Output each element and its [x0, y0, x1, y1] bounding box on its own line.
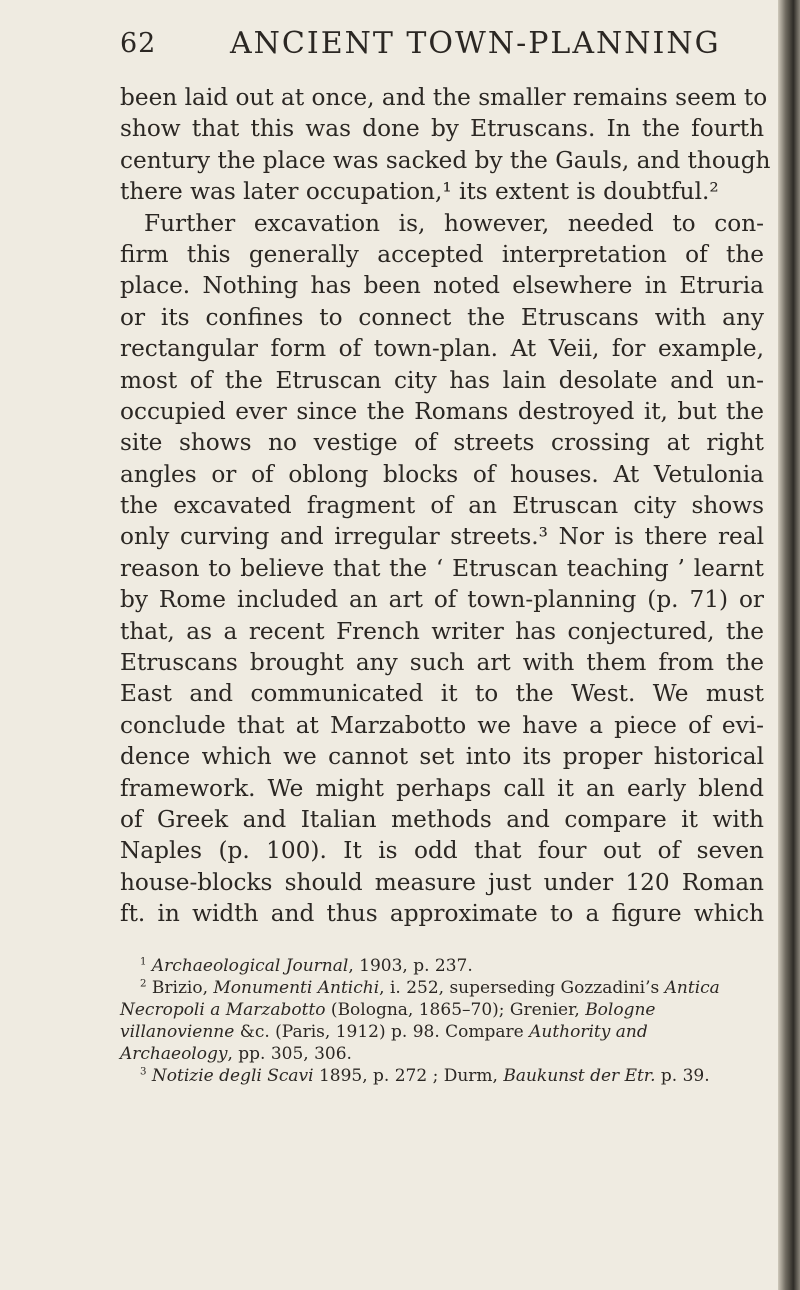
body-line: there was later occupation,¹ its extent is doubtful.²	[120, 178, 719, 206]
footnote-2-part: Necropoli a Marzabotto	[120, 1000, 326, 1020]
body-line: most of the Etruscan city has lain desolate and un-	[120, 366, 764, 394]
footnote-3-part: p. 39.	[655, 1066, 710, 1086]
footnote-2-part: , pp. 305, 306.	[227, 1044, 352, 1064]
footnote-3-part: Notizie degli Scavi	[151, 1066, 314, 1086]
body-line: by Rome included an art of town-planning (p. 71) or	[120, 586, 764, 614]
footnote-1-rest: , 1903, p. 237.	[348, 956, 473, 976]
footnote-3	[140, 1065, 764, 1087]
body-line: occupied ever since the Romans destroyed it, but the	[120, 397, 764, 425]
body-line: century the place was sacked by the Gauls, and though	[120, 146, 771, 174]
footnote-3-part: 1895, p. 272 ; Durm,	[313, 1066, 504, 1086]
body-text	[120, 82, 771, 930]
footnote-2-part: villanovienne	[120, 1022, 235, 1042]
body-line: only curving and irregular streets.³ Nor is there real	[120, 523, 764, 551]
footnote-marker: 1	[140, 956, 147, 968]
body-line: Naples (p. 100). It is odd that four out of seven	[120, 837, 764, 865]
running-head: ANCIENT TOWN-PLANNING	[230, 26, 721, 61]
footnote-1-title: Archaeological Journal	[151, 956, 349, 976]
body-line: firm this generally accepted interpretation of the	[120, 240, 764, 268]
footnote-2-part: Monumenti Antichi	[213, 978, 380, 998]
footnote-2-part: Bologne	[585, 1000, 656, 1020]
footnote-2-continued	[120, 1021, 764, 1043]
body-line: house-blocks should measure just under 120 Roman	[120, 868, 764, 896]
body-line: the excavated fragment of an Etruscan city shows	[120, 492, 764, 520]
footnote-marker: 3	[140, 1066, 147, 1078]
footnote-marker: 2	[140, 978, 147, 990]
body-line: place. Nothing has been noted elsewhere in Etruria	[120, 272, 764, 300]
body-line: conclude that at Marzabotto we have a piece of evi-	[120, 711, 764, 739]
footnote-2-part: (Bologna, 1865–70); Grenier,	[325, 1000, 586, 1020]
footnote-2-continued	[120, 1043, 764, 1065]
body-line: angles or of oblong blocks of houses. At Vetulonia	[120, 460, 764, 488]
body-line: been laid out at once, and the smaller remains seem to	[120, 84, 768, 111]
body-line: framework. We might perhaps call it an early blend	[120, 774, 764, 802]
body-line: ft. in width and thus approximate to a figure which	[120, 900, 764, 928]
body-line: Etruscans brought any such art with them from the	[120, 649, 764, 677]
footnotes	[120, 955, 764, 1087]
body-line: Further excavation is, however, needed to con-	[144, 209, 764, 237]
footnote-2-part: Brizio,	[151, 978, 214, 998]
page-header	[120, 22, 740, 72]
footnote-2-part: Antica	[664, 978, 720, 998]
body-line: East and communicated it to the West. We must	[120, 680, 764, 708]
footnote-1	[140, 955, 764, 977]
body-line: site shows no vestige of streets crossing at right	[120, 429, 764, 457]
page-edge-shadow	[778, 0, 800, 1290]
body-line: that, as a recent French writer has conjectured, the	[120, 617, 764, 645]
body-line: reason to believe that the ‘ Etruscan teaching ’ learnt	[120, 554, 764, 582]
body-line: dence which we cannot set into its proper historical	[120, 743, 764, 771]
footnote-2-part: Authority and	[529, 1022, 648, 1042]
body-line: show that this was done by Etruscans. In the fourth	[120, 115, 764, 143]
page-number: 62	[120, 28, 157, 59]
footnote-2-part: , i. 252, superseding Gozzadini’s	[379, 978, 665, 998]
footnote-2-continued	[120, 999, 764, 1021]
footnote-2-part: &c. (Paris, 1912) p. 98. Compare	[234, 1022, 530, 1042]
body-line: of Greek and Italian methods and compare it with	[120, 805, 764, 833]
footnote-2	[140, 977, 764, 999]
body-line: rectangular form of town-plan. At Veii, for example,	[120, 335, 764, 363]
footnote-2-part: Archaeology	[120, 1044, 228, 1064]
body-line: or its confines to connect the Etruscans with any	[120, 303, 764, 331]
footnote-3-part: Baukunst der Etr.	[503, 1066, 656, 1086]
